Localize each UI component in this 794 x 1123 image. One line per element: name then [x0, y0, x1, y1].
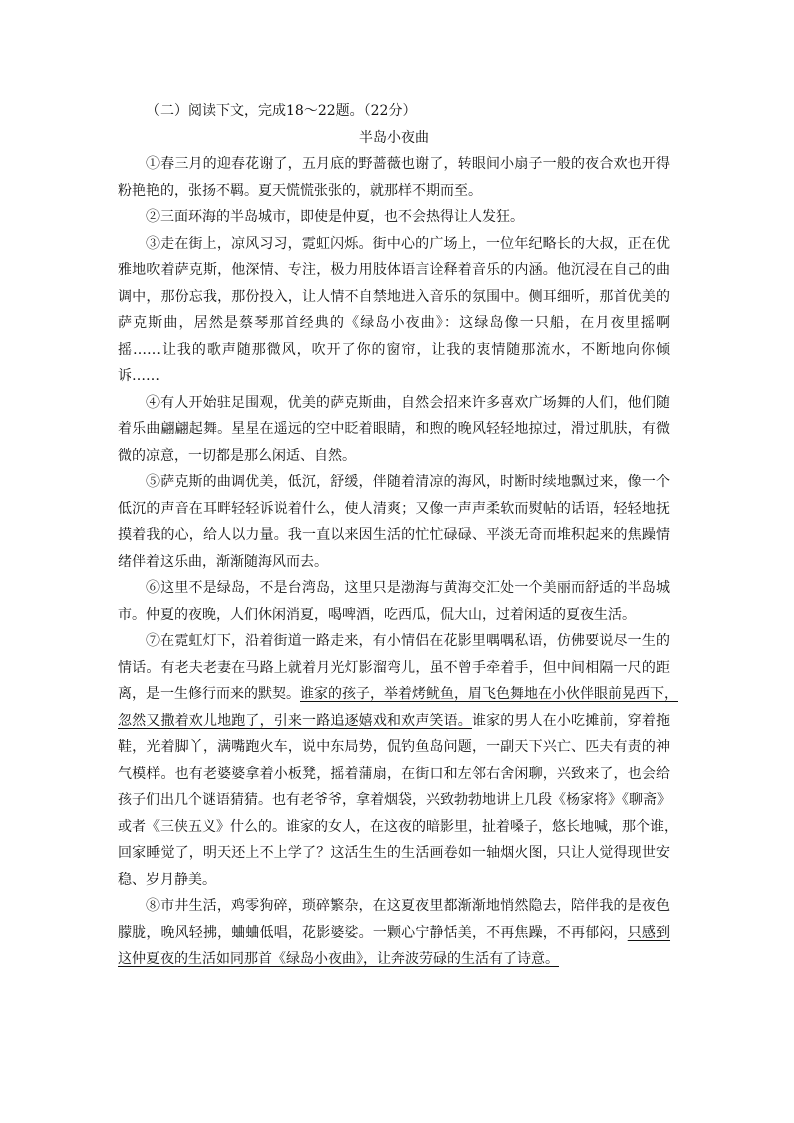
text-line [118, 575, 670, 602]
underlined-text: 忽然又撒着欢儿地跑了，引来一路追逐嬉戏和欢声笑语。 [118, 712, 472, 729]
text-line [118, 549, 670, 576]
text-run: 摸着我的心，给人以力量。我一直以来因生活的忙忙碌碌、平淡无奇而堆积起来的焦躁情 [118, 527, 670, 543]
text-line [118, 204, 670, 231]
text-line [118, 310, 670, 337]
text-line [118, 628, 670, 655]
text-line [118, 522, 670, 549]
text-line [118, 231, 670, 258]
text-line [118, 920, 670, 947]
text-line [118, 867, 670, 894]
underlined-text: 谁家的孩子，举着烤鱿鱼，眉飞色舞地在小伙伴眼前晃西下， [300, 686, 678, 702]
text-run: 谁家的男人在小吃摊前，穿着拖 [471, 712, 671, 729]
text-run: 气模样。也有老婆婆拿着小板凳，摇着蒲扇，在街口和左邻右舍闲聊，兴致来了，也会给 [118, 765, 670, 782]
text-run: 粉艳艳的，张扬不羁。夏天慌慌张张的，就那样不期而至。 [118, 182, 482, 199]
article-title: 半岛小夜曲 [359, 129, 429, 146]
text-run: ③走在街上，凉风习习，霓虹闪烁。街中心的广场上，一位年纪略长的大叔，正在优 [146, 235, 670, 252]
section-heading: （二）阅读下文，完成18～22题。（22分） [146, 103, 417, 119]
text-line [118, 761, 670, 788]
text-run: 离，是一生修行而来的默契。 [118, 686, 300, 702]
text-run: 或者《三侠五义》什么的。谁家的女人，在这夜的暗影里，扯着嗓子，悠长地喊，那个谁， [118, 818, 678, 835]
text-line [118, 178, 670, 205]
paragraph-1 [118, 151, 670, 204]
paragraph-4 [118, 390, 670, 470]
text-line [118, 284, 670, 311]
text-line [118, 787, 670, 814]
underlined-text: 只感到 [627, 924, 671, 941]
text-run: 微的凉意，一切都是那么闲适、自然。 [118, 447, 356, 464]
text-line [118, 469, 670, 496]
text-run: ⑤萨克斯的曲调优美，低沉，舒缓，伴随着清凉的海风，时断时续地飘过来，像一个 [146, 474, 670, 490]
article-body [118, 98, 678, 973]
text-run: 鞋，光着脚丫，满嘴跑火车，说中东局势，侃钓鱼岛问题，一副天下兴亡、匹夫有责的神 [118, 739, 670, 755]
paragraph-3 [118, 231, 670, 390]
text-line [118, 602, 670, 629]
text-line [118, 946, 670, 973]
text-line [118, 416, 670, 443]
underlined-text: 这仲夏夜的生活如同那首《绿岛小夜曲》，让奔波劳碌的生活有了诗意。 [118, 951, 559, 967]
text-run: 调中，那份忘我，那份投入，让人情不自禁地进入音乐的氛围中。侧耳细听，那首优美的 [118, 288, 670, 305]
paragraph-2 [118, 204, 670, 231]
paragraph-7 [118, 628, 678, 893]
text-run: 孩子们出几个谜语猜猜。也有老爷爷，拿着烟袋，兴致勃勃地讲上几段《杨家将》《聊斋》 [118, 792, 671, 808]
text-line [118, 734, 670, 761]
text-run: 萨克斯曲，居然是蔡琴那首经典的《绿岛小夜曲》：这绿岛像一只船，在月夜里摇啊 [118, 315, 670, 331]
text-run: 情话。有老夫老妻在马路上就着月光灯影溜弯儿，虽不曾手牵着手，但中间相隔一尺的距 [118, 659, 670, 676]
text-run: ⑦在霓虹灯下，沿着街道一路走来，有小情侣在花影里喁喁私语，仿佛要说尽一生的 [146, 633, 670, 649]
text-line [118, 390, 670, 417]
text-run: ⑧市井生活，鸡零狗碎，琐碎繁杂，在这夏夜里都渐渐地悄然隐去，陪伴我的是夜色 [146, 898, 670, 914]
text-line [118, 893, 670, 920]
text-run: 绪伴着这乐曲，渐渐随海风而去。 [118, 553, 328, 570]
text-run: ⑥这里不是绿岛，不是台湾岛，这里只是渤海与黄海交汇处一个美丽而舒适的半岛城 [146, 580, 670, 596]
text-run: 回家睡觉了，明天还上不上学了？这活生生的生活画卷如一轴烟火图，只让人觉得现世安 [118, 845, 670, 861]
text-run: 稳、岁月静美。 [118, 871, 216, 888]
paragraph-8 [118, 893, 670, 973]
text-run: 市。仲夏的夜晚，人们休闲消夏，喝啤酒，吃西瓜，侃大山，过着闲适的夏夜生活。 [118, 606, 636, 623]
text-line [118, 655, 670, 682]
text-line [118, 337, 670, 364]
text-run: 雅地吹着萨克斯，他深情、专注，极力用肢体语言诠释着音乐的内涵。他沉浸在自己的曲 [118, 262, 670, 278]
text-line [118, 496, 670, 523]
paragraph-5 [118, 469, 670, 575]
text-run: 低沉的声音在耳畔轻轻诉说着什么，使人清爽；又像一声声柔软而熨帖的话语，轻轻地抚 [118, 500, 670, 517]
text-run: 摇……让我的歌声随那微风，吹开了你的窗帘，让我的衷情随那流水，不断地向你倾 [118, 341, 670, 358]
text-line [118, 708, 670, 735]
text-run: 朦胧，晚风轻拂，蛐蛐低唱，花影婆娑。一颗心宁静恬美，不再焦躁，不再郁闷， [118, 924, 628, 941]
text-line [118, 363, 670, 390]
text-line [118, 681, 678, 708]
text-run: ②三面环海的半岛城市，即使是仲夏，也不会热得让人发狂。 [146, 209, 524, 225]
text-line [118, 840, 670, 867]
paragraph-6 [118, 575, 670, 628]
text-run: 诉…… [118, 368, 160, 384]
text-line [118, 151, 670, 178]
text-line [118, 257, 670, 284]
text-run: ④有人开始驻足围观，优美的萨克斯曲，自然会招来许多喜欢广场舞的人们，他们随 [146, 394, 670, 411]
text-line [118, 443, 670, 470]
text-run: 着乐曲翩翩起舞。星星在遥远的空中眨着眼睛，和煦的晚风轻轻地掠过，滑过肌肤，有微 [118, 421, 670, 437]
text-line [118, 814, 678, 841]
text-run: ①春三月的迎春花谢了，五月底的野蔷薇也谢了，转眼间小扇子一般的夜合欢也开得 [146, 156, 670, 172]
